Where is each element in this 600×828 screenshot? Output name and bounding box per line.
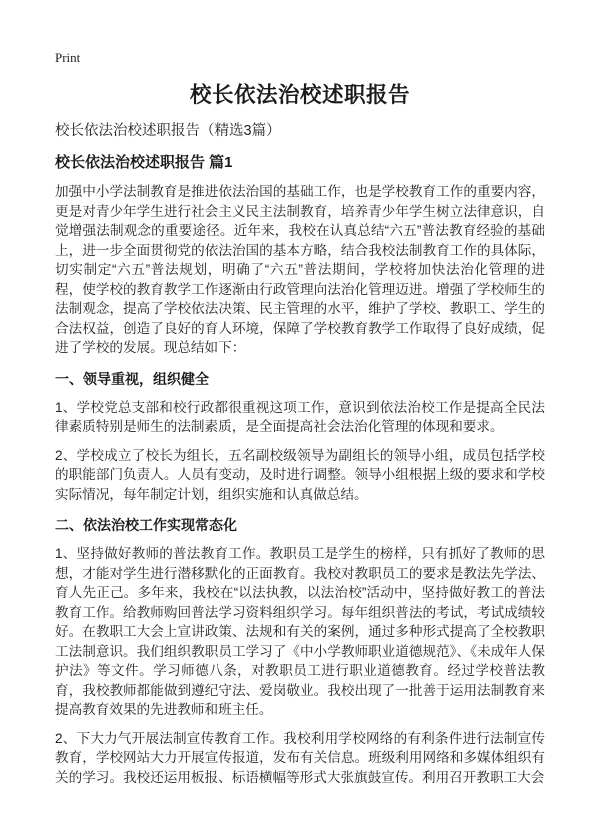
paragraph: 2、学校成立了校长为组长，五名副校级领导为副组长的领导小组，成员包括学校的职能部门负责人。人员有变动，及时进行调整。领导小组根据上级的要求和学校实际情况，每年制定计划，组织实施和认真做总结。 [55, 447, 545, 502]
section-heading: 一、领导重视，组织健全 [55, 370, 209, 387]
part-heading: 校长依法治校述职报告 篇1 [55, 154, 233, 171]
article-body [55, 182, 545, 787]
doc-subtitle: 校长依法治校述职报告（精选3篇） [55, 123, 281, 139]
print-link[interactable]: Print [55, 50, 81, 65]
paragraph: 1、坚持做好教师的普法教育工作。教职员工是学生的榜样，只有抓好了教师的思想，才能对学生进行潜移默化的正面教育。我校对教职员工的要求是教法先学法、育人先正己。多年来，我校在“以法执教，以法治校”活动中，坚持做好教工的普法教育工作。给教师购回普法学习资料组织学习。每年组织普法的考试，考试成绩较好。在教职工大会上宣讲政策、法规和有关的案例，通过多种形式提高了全校教职工法制意识。我们组织教职员工学习了《中小学教师职业道德规范》、《未成年人保护法》等文件。学习师德八条，对教职员工进行职业道德教育。经过学校普法教育，我校教师都能做到遵纪守法、爱岗敬业。我校出现了一批善于运用法制教育来提高教育效果的先进教师和班主任。 [55, 546, 545, 717]
page-title: 校长依法治校述职报告 [189, 83, 410, 107]
paragraph: 2、下大力气开展法制宣传教育工作。我校利用学校网络的有利条件进行法制宣传教育，学校网站大力开展宣传报道，发布有关信息。班级利用网络和多媒体组织有关的学习。我校还运用板报、标语横幅等形式大张旗鼓宣传。利用召开教职工大会 [55, 730, 545, 785]
section-heading: 二、依法治校工作实现常态化 [55, 517, 237, 533]
paragraph: 1、学校党总支部和校行政都很重视这项工作，意识到依法治校工作是提高全民法律素质特别是师生的法制素质，是全面提高社会法治化管理的体现和要求。 [55, 399, 545, 434]
paragraph: 加强中小学法制教育是推进依法治国的基础工作，也是学校教育工作的重要内容，更是对青少年学生进行社会主义民主法制教育，培养青少年学生树立法律意识，自觉增强法制观念的重要途径。近年来，我校在认真总结“六五”普法教育经验的基础上，进一步全面贯彻党的依法治国的基本方略，结合我校法制教育工作的具体际，切实制定“六五”普法规划，明确了“六五”普法期间，学校将加快法治化管理的进程，使学校的教育教学工作逐渐由行政管理向法治化管理迈进。增强了学校师生的法制观念，提高了学校依法决策、民主管理的水平，维护了学校、教职工、学生的合法权益，创造了良好的育人环境，保障了学校教育教学工作取得了良好成绩，促进了学校的发展。现总结如下： [55, 184, 545, 355]
